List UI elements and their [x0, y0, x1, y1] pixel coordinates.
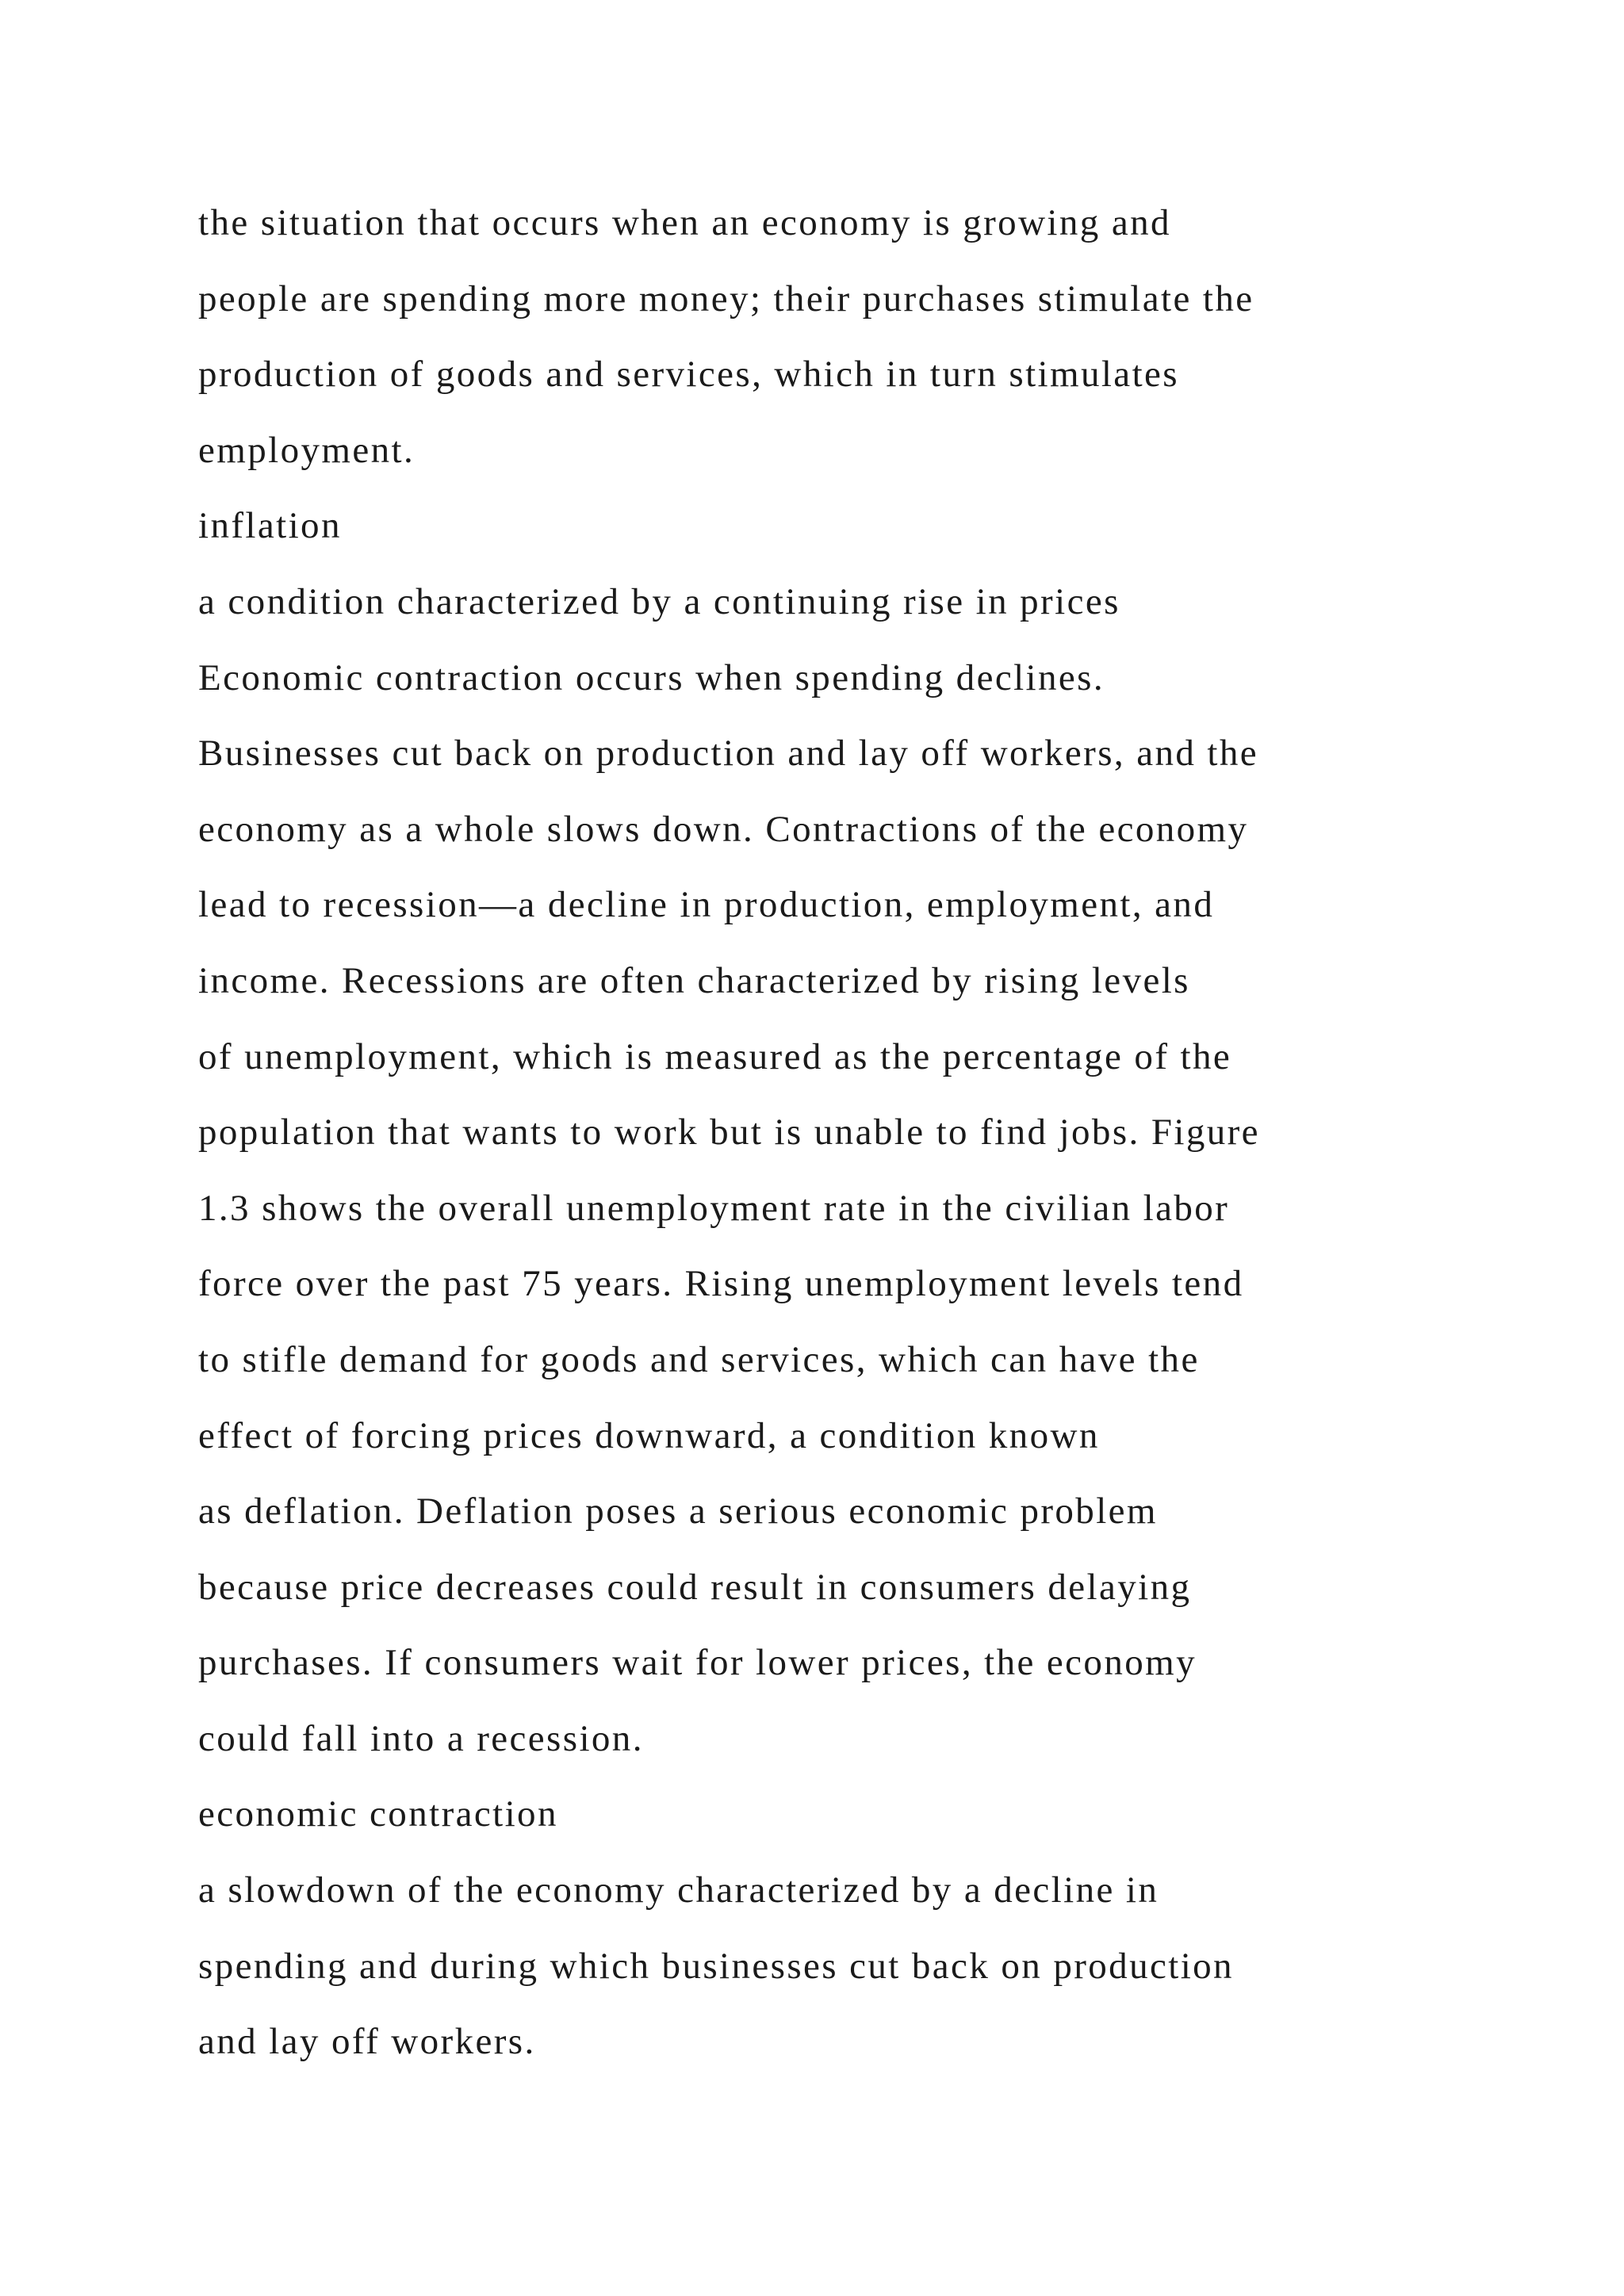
text-line: force over the past 75 years. Rising unemployment levels tend: [198, 1263, 1244, 1305]
text-line: because price decreases could result in consumers delaying: [198, 1566, 1192, 1608]
text-line: people are spending more money; their purchases stimulate the: [198, 277, 1254, 320]
text-line: population that wants to work but is unable to find jobs. Figure: [198, 1112, 1260, 1154]
text-line: purchases. If consumers wait for lower prices, the economy: [198, 1642, 1197, 1684]
term-definition: and lay off workers.: [198, 2021, 536, 2063]
text-line: Economic contraction occurs when spending declines.: [198, 656, 1105, 698]
text-line: economy as a whole slows down. Contractions of the economy: [198, 808, 1249, 850]
term-definition: a condition characterized by a continuing rise in prices: [198, 580, 1120, 622]
body-text: [198, 195, 1594, 2090]
text-line: the situation that occurs when an economy is growing and: [198, 202, 1171, 243]
term-definition: a slowdown of the economy characterized by a decline in: [198, 1869, 1159, 1911]
text-line: production of goods and services, which in turn stimulates: [198, 354, 1179, 396]
text-line: to stifle demand for goods and services, which can have the: [198, 1338, 1200, 1380]
text-line: 1.3 shows the overall unemployment rate in the civilian labor: [198, 1187, 1230, 1229]
term-definition: spending and during which businesses cut back on production: [198, 1945, 1234, 1987]
text-line: income. Recessions are often characterized by rising levels: [198, 959, 1190, 1001]
text-line: of unemployment, which is measured as the percentage of the: [198, 1035, 1232, 1077]
text-line: could fall into a recession.: [198, 1717, 644, 1759]
text-line: lead to recession—a decline in production, employment, and: [198, 884, 1215, 926]
text-line: as deflation. Deflation poses a serious economic problem: [198, 1490, 1158, 1533]
term-heading: economic contraction: [198, 1793, 558, 1835]
text-line: effect of forcing prices downward, a condition known: [198, 1414, 1100, 1456]
text-line: Businesses cut back on production and lay off workers, and the: [198, 733, 1259, 775]
text-line: employment.: [198, 429, 416, 471]
term-heading: inflation: [198, 505, 342, 547]
